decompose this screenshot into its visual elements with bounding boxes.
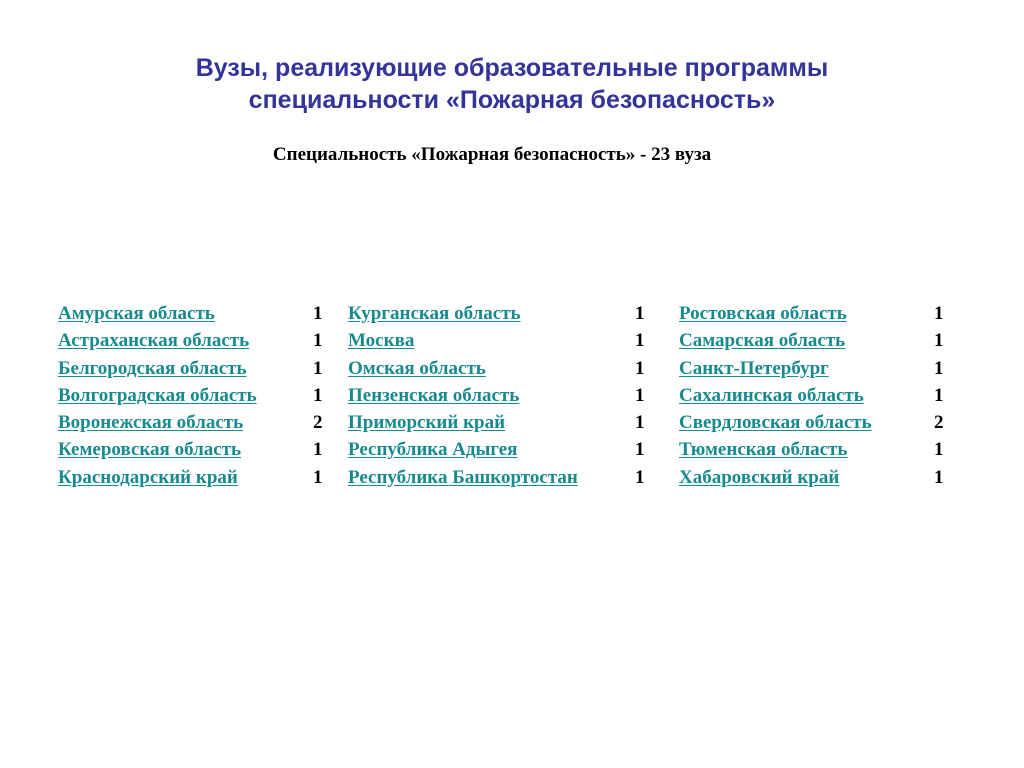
region-link[interactable]: Приморский край <box>348 412 506 434</box>
region-row <box>58 464 338 491</box>
region-link[interactable]: Сахалинская область <box>679 384 864 406</box>
page-title-line-1: Вузы, реализующие образовательные программы <box>195 54 829 82</box>
region-link[interactable]: Санкт-Петербург <box>679 357 829 379</box>
region-link[interactable]: Республика Адыгея <box>348 439 518 461</box>
region-link[interactable]: Республика Башкортостан <box>348 466 578 488</box>
region-link[interactable]: Свердловская область <box>679 412 872 434</box>
university-count: 1 <box>635 384 645 406</box>
region-row <box>58 382 338 409</box>
university-count: 2 <box>313 412 323 434</box>
region-row <box>58 355 338 382</box>
region-row <box>58 327 338 354</box>
region-link[interactable]: Хабаровский край <box>679 466 840 488</box>
university-count: 1 <box>313 303 323 324</box>
university-count: 1 <box>635 412 645 434</box>
region-row <box>679 327 959 354</box>
region-column-3 <box>679 300 959 491</box>
region-link[interactable]: Пензенская область <box>348 384 520 406</box>
region-row <box>679 464 959 491</box>
university-count: 1 <box>313 357 323 379</box>
region-row <box>348 300 658 327</box>
region-link[interactable]: Кемеровская область <box>58 439 242 461</box>
page-subtitle: Специальность «Пожарная безопасность» - 23 вуза <box>272 144 712 165</box>
region-link[interactable]: Волгоградская область <box>58 384 257 406</box>
region-link[interactable]: Белгородская область <box>58 357 247 379</box>
region-row <box>679 382 959 409</box>
page-title-line-2: специальности «Пожарная безопасность» <box>248 86 776 114</box>
university-count: 1 <box>934 439 944 461</box>
region-link[interactable]: Ростовская область <box>679 303 847 324</box>
page-title <box>0 52 1024 116</box>
region-column-1 <box>58 300 338 491</box>
region-link[interactable]: Самарская область <box>679 330 846 352</box>
region-row <box>348 382 658 409</box>
region-row <box>348 436 658 463</box>
university-count: 1 <box>313 330 323 352</box>
university-count: 1 <box>313 466 323 488</box>
region-link[interactable]: Астраханская область <box>58 330 250 352</box>
university-count: 1 <box>313 439 323 461</box>
region-link[interactable]: Омская область <box>348 357 486 379</box>
region-link[interactable]: Воронежская область <box>58 412 244 434</box>
university-count: 1 <box>635 330 645 352</box>
region-row <box>348 464 658 491</box>
region-row <box>58 300 338 327</box>
region-row <box>58 409 338 436</box>
region-link[interactable]: Амурская область <box>58 303 215 324</box>
region-row <box>58 436 338 463</box>
region-link[interactable]: Краснодарский край <box>58 466 238 488</box>
region-link[interactable]: Тюменская область <box>679 439 848 461</box>
region-column-2 <box>348 300 658 491</box>
university-count: 1 <box>635 439 645 461</box>
region-row <box>679 355 959 382</box>
university-count: 1 <box>934 466 944 488</box>
region-row <box>679 300 959 327</box>
region-row <box>348 409 658 436</box>
region-link[interactable]: Курганская область <box>348 303 521 324</box>
university-count: 1 <box>934 384 944 406</box>
region-row <box>348 327 658 354</box>
university-count: 1 <box>635 357 645 379</box>
university-count: 1 <box>635 466 645 488</box>
university-count: 1 <box>934 357 944 379</box>
region-row <box>679 436 959 463</box>
region-row <box>348 355 658 382</box>
region-link[interactable]: Москва <box>348 330 415 352</box>
university-count: 1 <box>934 330 944 352</box>
university-count: 1 <box>635 303 645 324</box>
university-count: 1 <box>934 303 944 324</box>
university-count: 2 <box>934 412 944 434</box>
region-row <box>679 409 959 436</box>
university-count: 1 <box>313 384 323 406</box>
